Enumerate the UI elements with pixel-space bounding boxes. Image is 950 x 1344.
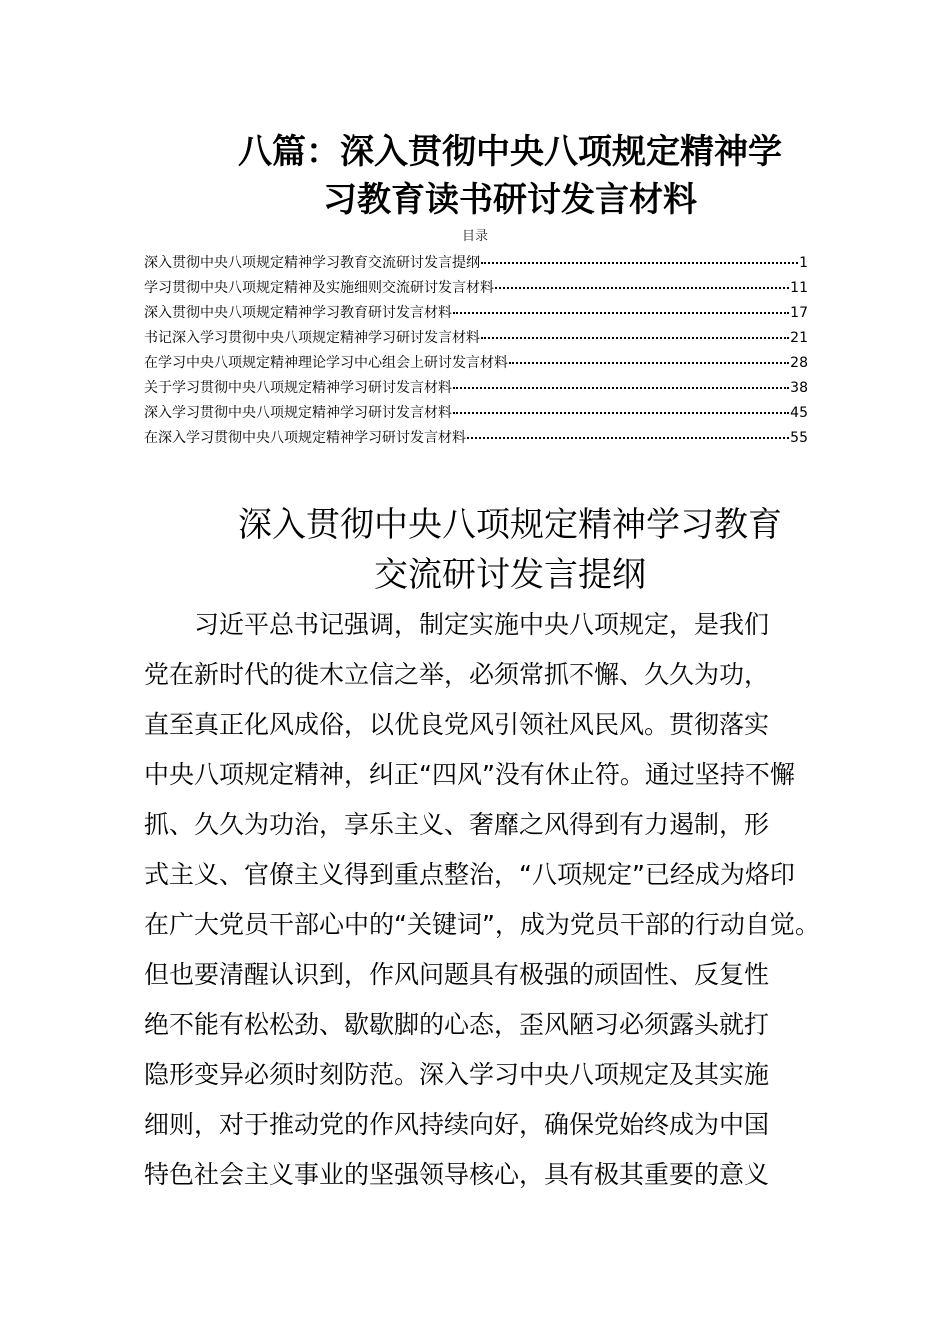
toc-entry[interactable] — [144, 401, 808, 426]
toc-dot-leader — [481, 337, 789, 339]
toc-entry[interactable] — [144, 301, 808, 326]
toc-entry-label: 深入贯彻中央八项规定精神学习教育研讨发言材料 — [144, 305, 452, 321]
toc-entry-page: 1 — [799, 255, 808, 271]
section-title-line-1: 深入贯彻中央八项规定精神学习教育 — [238, 505, 782, 545]
body-line: 中央八项规定精神，纠正“四风”没有休止符。通过坚持不懈 — [144, 760, 795, 789]
toc-dot-leader — [467, 437, 789, 439]
toc-entry-label: 关于学习贯彻中央八项规定精神学习研讨发言材料 — [144, 380, 452, 396]
body-line: 直至真正化风成俗，以优良党风引领社风民风。贯彻落实 — [144, 710, 770, 739]
toc-dot-leader — [453, 387, 789, 389]
body-line: 细则，对于推动党的作风持续向好，确保党始终成为中国 — [144, 1110, 770, 1139]
document-title-line-2: 习教育读书研讨发言材料 — [323, 180, 697, 220]
table-of-contents — [144, 251, 808, 451]
toc-dot-leader — [453, 312, 789, 314]
body-line: 隐形变异必须时刻防范。深入学习中央八项规定及其实施 — [144, 1060, 770, 1089]
toc-dot-leader — [453, 412, 789, 414]
toc-entry[interactable] — [144, 326, 808, 351]
toc-entry-page: 55 — [790, 430, 808, 446]
toc-entry[interactable] — [144, 376, 808, 401]
toc-entry-page: 28 — [790, 355, 808, 371]
body-line: 绝不能有松松劲、歇歇脚的心态，歪风陋习必须露头就打 — [144, 1010, 770, 1039]
toc-entry-page: 21 — [790, 330, 808, 346]
toc-entry-page: 11 — [790, 280, 808, 296]
body-line: 抓、久久为功治，享乐主义、奢靡之风得到有力遏制，形 — [144, 810, 770, 839]
toc-entry-page: 38 — [790, 380, 808, 396]
toc-entry-page: 45 — [790, 405, 808, 421]
toc-entry-label: 在学习中央八项规定精神理论学习中心组会上研讨发言材料 — [144, 355, 508, 371]
toc-entry-label: 深入贯彻中央八项规定精神学习教育交流研讨发言提纲 — [144, 255, 480, 271]
toc-entry-label: 书记深入学习贯彻中央八项规定精神学习研讨发言材料 — [144, 330, 480, 346]
toc-entry-label: 深入学习贯彻中央八项规定精神学习研讨发言材料 — [144, 405, 452, 421]
body-line: 特色社会主义事业的坚强领导核心，具有极其重要的意义 — [144, 1160, 770, 1189]
section-title-line-2: 交流研讨发言提纲 — [374, 555, 646, 595]
body-paragraph — [144, 600, 834, 1200]
toc-entry[interactable] — [144, 251, 808, 276]
toc-entry[interactable] — [144, 351, 808, 376]
toc-dot-leader — [509, 362, 789, 364]
body-line: 在广大党员干部心中的“关键词”，成为党员干部的行动自觉。 — [144, 910, 820, 939]
body-line: 党在新时代的徙木立信之举，必须常抓不懈、久久为功， — [144, 660, 770, 689]
toc-entry-page: 17 — [790, 305, 808, 321]
body-line: 但也要清醒认识到，作风问题具有极强的顽固性、反复性 — [144, 960, 770, 989]
section-title — [150, 500, 870, 600]
body-line: 习近平总书记强调，制定实施中央八项规定，是我们 — [194, 610, 770, 639]
toc-dot-leader — [481, 262, 798, 264]
document-title-line-1: 八篇：深入贯彻中央八项规定精神学 — [238, 132, 782, 172]
toc-entry[interactable] — [144, 276, 808, 301]
toc-entry-label: 学习贯彻中央八项规定精神及实施细则交流研讨发言材料 — [144, 280, 494, 296]
toc-heading: 目录 — [461, 229, 488, 244]
toc-entry-label: 在深入学习贯彻中央八项规定精神学习研讨发言材料 — [144, 430, 466, 446]
body-line: 式主义、官僚主义得到重点整治，“八项规定”已经成为烙印 — [144, 860, 795, 889]
toc-entry[interactable] — [144, 426, 808, 451]
document-title — [150, 128, 870, 224]
toc-dot-leader — [495, 287, 789, 289]
